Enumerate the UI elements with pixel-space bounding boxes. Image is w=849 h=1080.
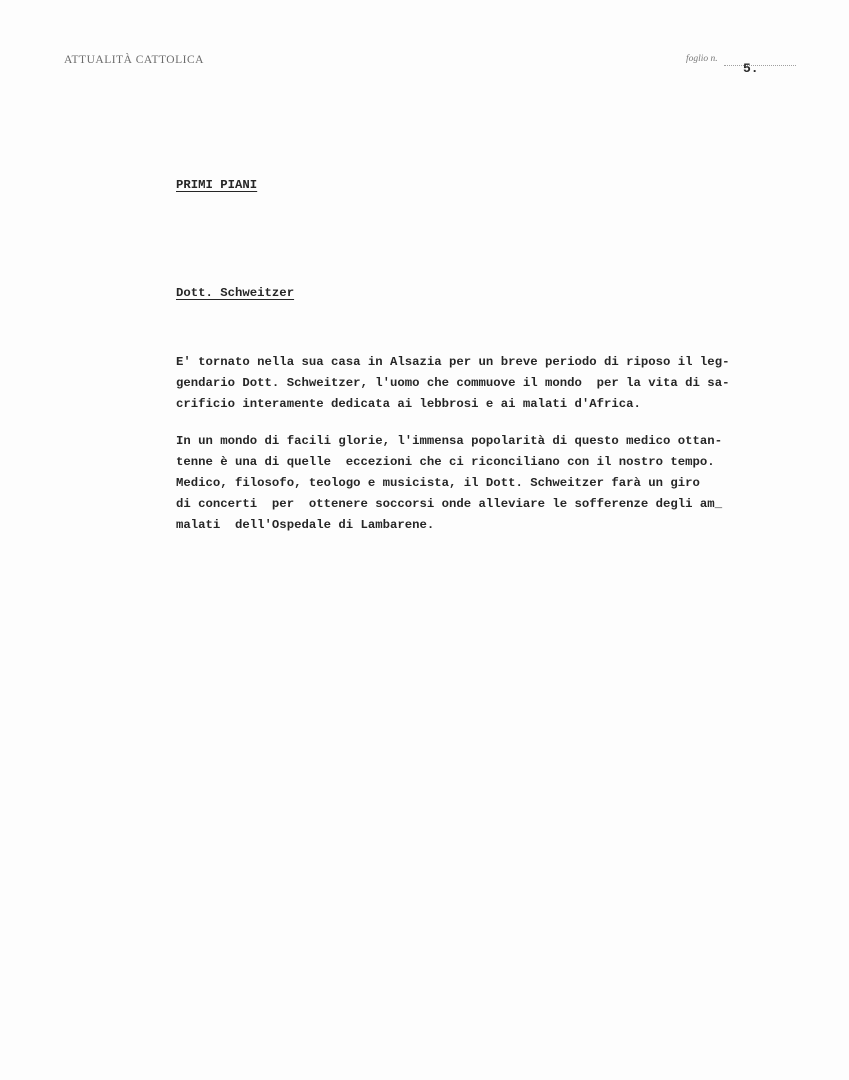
folio-number: 5. <box>743 61 759 76</box>
paragraph-line: malati dell'Ospedale di Lambarene. <box>176 518 435 532</box>
paragraph-line: di concerti per ottenere soccorsi onde alleviare le sofferenze degli am_ <box>176 497 723 511</box>
section-title: PRIMI PIANI <box>176 178 258 192</box>
paragraph-line: tenne è una di quelle eccezioni che ci riconciliano con il nostro tempo. <box>176 455 715 469</box>
paragraph-line: crificio interamente dedicata ai lebbrosi e ai malati d'Africa. <box>176 397 641 411</box>
paragraph-2 <box>176 431 722 536</box>
folio-dotted-line <box>724 65 796 66</box>
paragraph-line: E' tornato nella sua casa in Alsazia per un breve periodo di riposo il leg- <box>176 355 730 369</box>
paragraph-line: gendario Dott. Schweitzer, l'uomo che commuove il mondo per la vita di sa- <box>176 376 730 390</box>
folio-label: foglio n. <box>686 54 718 64</box>
paragraph-line: In un mondo di facili glorie, l'immensa popolarità di questo medico ottan- <box>176 434 723 448</box>
paragraph-line: Medico, filosofo, teologo e musicista, il Dott. Schweitzer farà un giro <box>176 476 700 490</box>
paragraph-1 <box>176 352 729 415</box>
publication-letterhead: ATTUALITÀ CATTOLICA <box>64 54 204 66</box>
subject-heading: Dott. Schweitzer <box>176 286 295 300</box>
